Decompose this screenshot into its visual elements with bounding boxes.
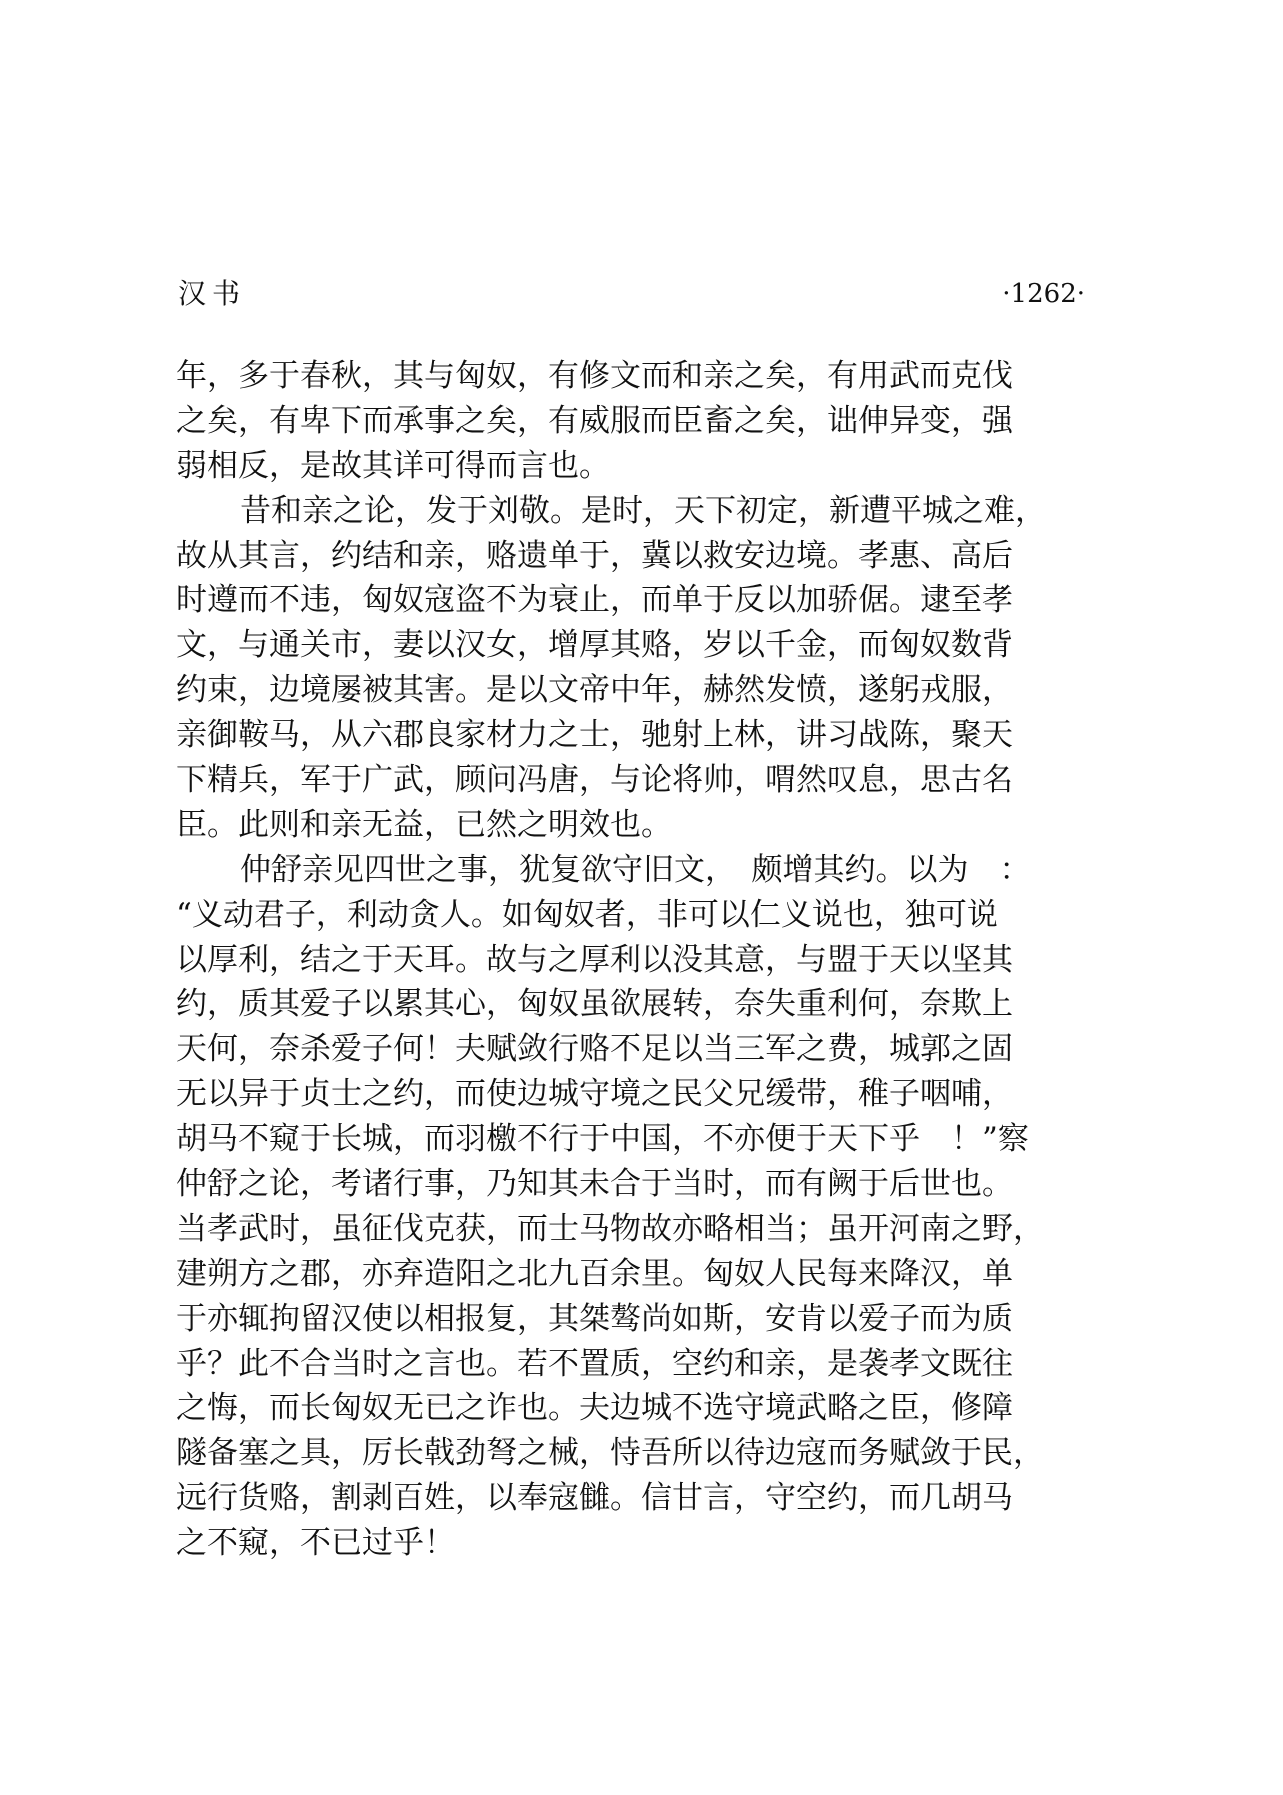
text-line: 无以异于贞士之约，而使边城守境之民父兄缓带，稚子咽哺， [176,1076,1013,1113]
text-line: 仲舒之论，考诸行事，乃知其未合于当时，而有阙于后世也。 [176,1166,1013,1203]
text-line: 昔和亲之论，发于刘敬。是时，天下初定，新遭平城之难， [240,492,1046,529]
text-line: 隧备塞之具，厉长戟劲弩之械，恃吾所以待边寇而务赋敛于民， [176,1435,1044,1472]
text-line: 文，与通关市，妻以汉女，增厚其赂，岁以千金，而匈奴数背 [176,627,1013,664]
text-line: 远行货赂，割剥百姓，以奉寇雠。信甘言，守空约，而几胡马 [176,1480,1013,1517]
text-line: 仲舒亲见四世之事，犹复欲守旧文， 颇增其约。以为 ： [240,851,1031,888]
text-line: “义动君子，利动贪人。如匈奴者，非可以仁义说也，独可说 [176,896,998,933]
page-header [178,272,1085,316]
book-title: 汉书 [178,277,247,310]
text-line: 时遵而不违，匈奴寇盗不为衰止，而单于反以加骄倨。逮至孝 [176,582,1013,619]
text-line: 建朔方之郡，亦弃造阳之北九百余里。匈奴人民每来降汉，单 [176,1255,1013,1292]
text-line: 之不窥，不已过乎！ [176,1525,455,1562]
page-number: ·1262· [1002,279,1085,309]
text-line: 弱相反，是故其详可得而言也。 [176,447,610,484]
text-line: 乎？此不合当时之言也。若不置质，空约和亲，是袭孝文既往 [176,1345,1013,1382]
text-line: 亲御鞍马，从六郡良家材力之士，驰射上林，讲习战陈，聚天 [176,717,1013,754]
text-line: 臣。此则和亲无益，已然之明效也。 [176,806,672,843]
text-line: 当孝武时，虽征伐克获，而士马物故亦略相当；虽开河南之野， [176,1210,1044,1247]
text-line: 之矣，有卑下而承事之矣，有威服而臣畜之矣，诎伸异变，强 [176,402,1013,439]
text-line: 之悔，而长匈奴无已之诈也。夫边城不选守境武略之臣，修障 [176,1390,1013,1427]
text-line: 约，质其爱子以累其心，匈奴虽欲展转，奈失重利何，奈欺上 [176,986,1013,1023]
body-text [176,354,1078,1566]
text-line: 故从其言，约结和亲，赂遗单于，冀以救安边境。孝惠、高后 [176,537,1013,574]
text-line: 以厚利，结之于天耳。故与之厚利以没其意，与盟于天以坚其 [176,941,1013,978]
text-line: 约束，边境屡被其害。是以文帝中年，赫然发愤，遂躬戎服， [176,672,1013,709]
text-line: 天何，奈杀爱子何！夫赋敛行赂不足以当三军之费，城郭之固 [176,1031,1013,1068]
text-line: 下精兵，军于广武，顾问冯唐，与论将帅，喟然叹息，思古名 [176,762,1013,799]
text-line: 年，多于春秋，其与匈奴，有修文而和亲之矣，有用武而克伐 [176,358,1013,394]
text-line: 胡马不窥于长城，而羽檄不行于中国，不亦便于天下乎 ！”察 [176,1121,1029,1158]
text-line: 于亦辄拘留汉使以相报复，其桀骜尚如斯，安肯以爱子而为质 [176,1300,1013,1337]
